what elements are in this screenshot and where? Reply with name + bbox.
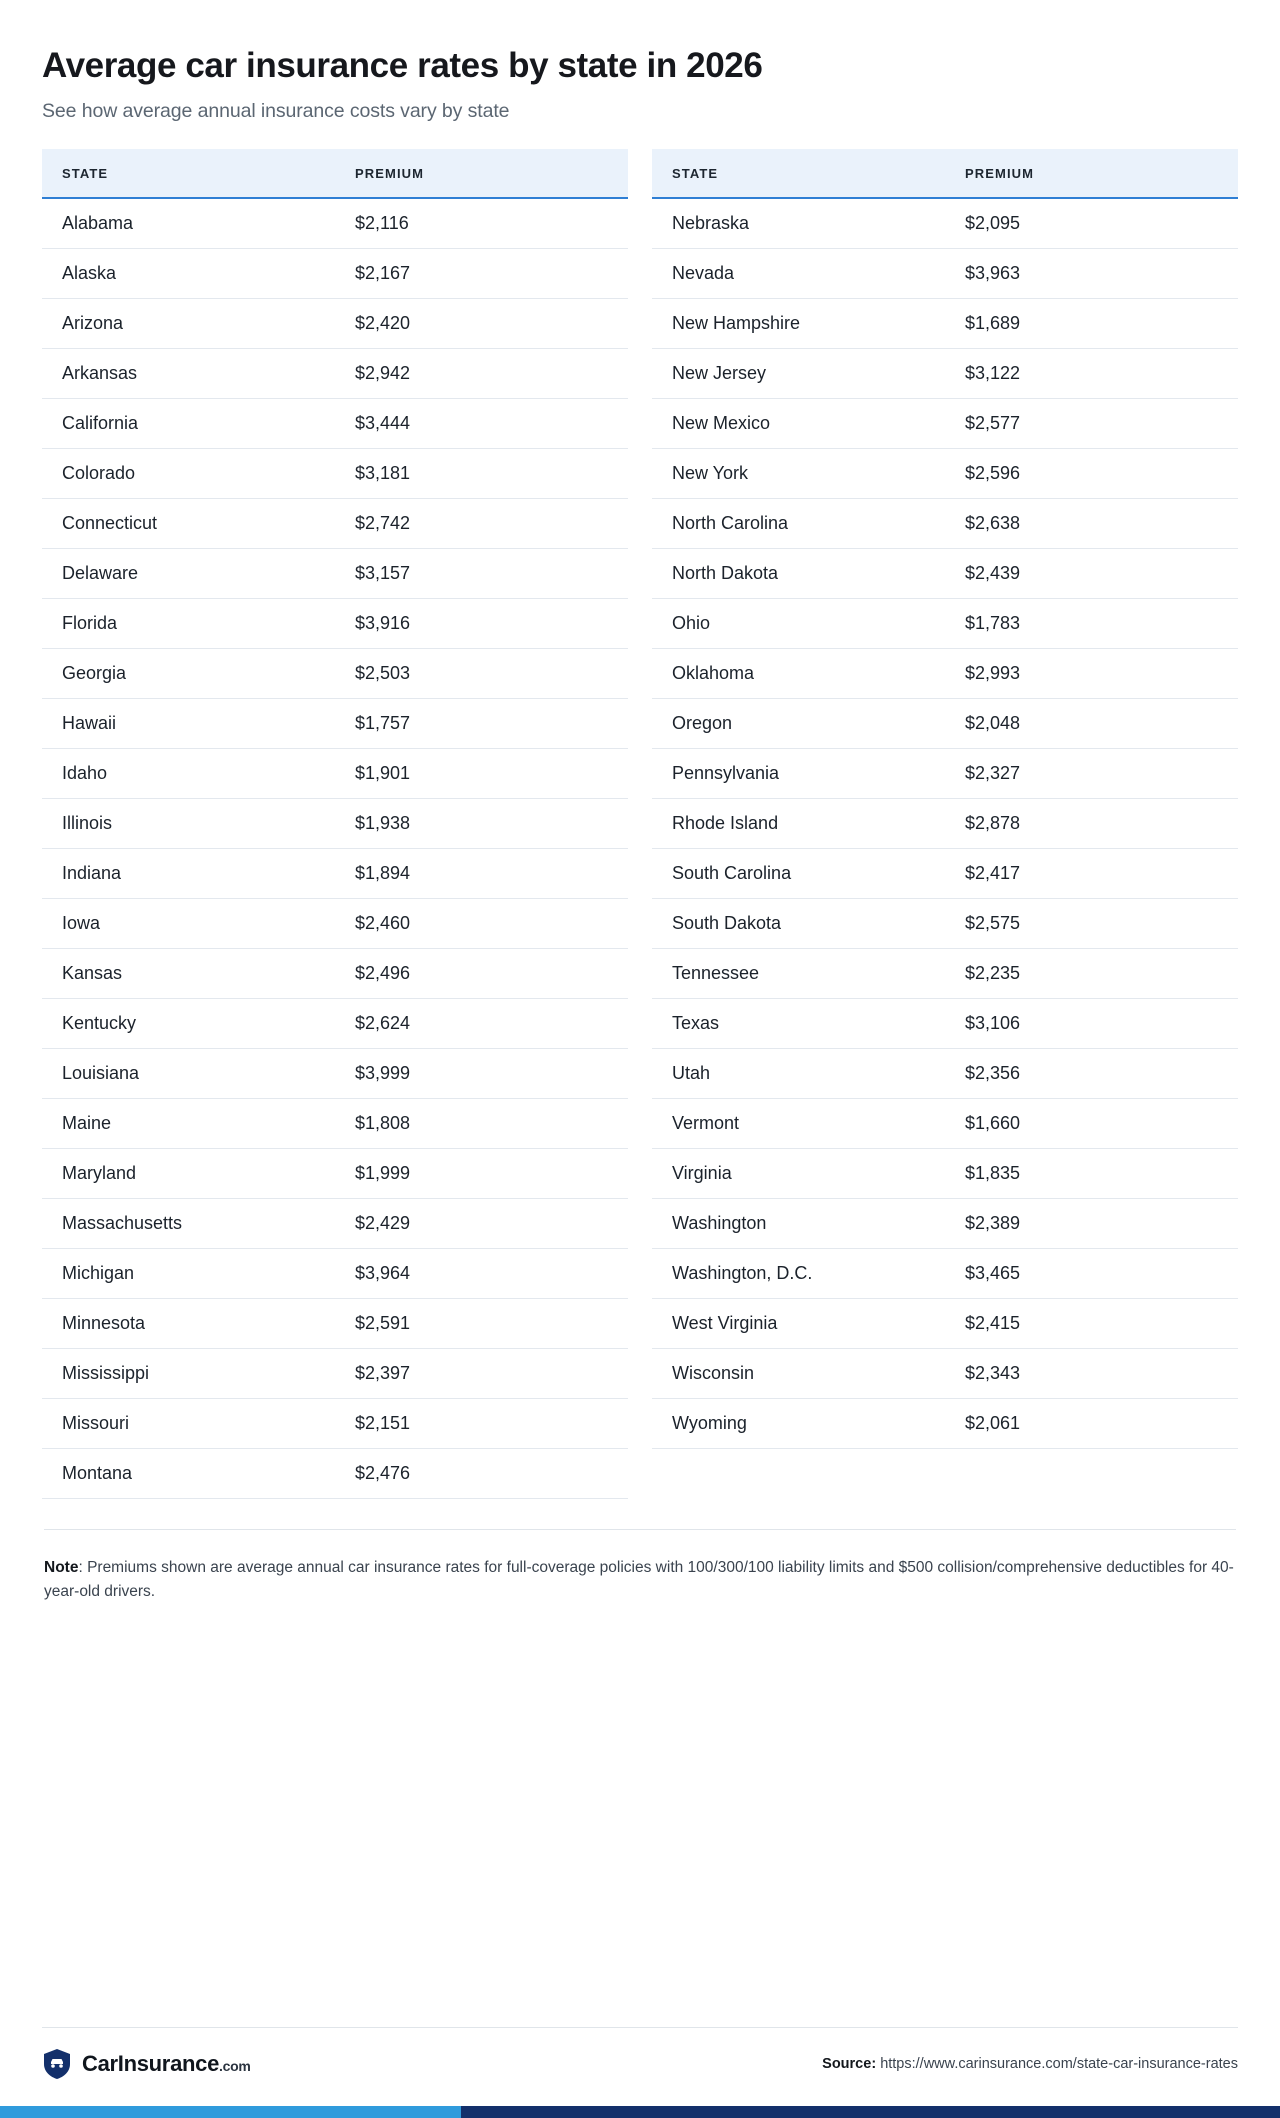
table-head-right — [652, 149, 1238, 198]
page-title: Average car insurance rates by state in 2026 — [42, 46, 763, 85]
table-body-left — [42, 198, 628, 1499]
table-row — [42, 299, 628, 349]
table-row — [42, 549, 628, 599]
premium-value-cell: $2,742 — [335, 499, 628, 549]
premium-value-cell: $1,757 — [335, 699, 628, 749]
premium-value-cell: $3,465 — [945, 1249, 1238, 1299]
state-name-cell: North Dakota — [652, 549, 945, 599]
column-header-state: STATE — [652, 149, 945, 198]
table-body-right — [652, 198, 1238, 1449]
premium-value-cell: $2,356 — [945, 1049, 1238, 1099]
premium-value-cell: $2,167 — [335, 249, 628, 299]
state-name-cell: Virginia — [652, 1149, 945, 1199]
state-name-cell: New Mexico — [652, 399, 945, 449]
table-row — [652, 299, 1238, 349]
premium-value-cell: $2,397 — [335, 1349, 628, 1399]
premium-value-cell: $3,964 — [335, 1249, 628, 1299]
table-row — [42, 1299, 628, 1349]
premium-value-cell: $2,116 — [335, 198, 628, 249]
premium-value-cell: $3,999 — [335, 1049, 628, 1099]
state-name-cell: Washington — [652, 1199, 945, 1249]
left-table-column — [42, 149, 628, 1499]
column-header-premium: PREMIUM — [945, 149, 1238, 198]
premium-value-cell: $2,575 — [945, 899, 1238, 949]
table-row — [652, 249, 1238, 299]
brand-name-suffix: .com — [219, 2058, 251, 2074]
source-line — [822, 2056, 1238, 2072]
table-row — [42, 249, 628, 299]
state-name-cell: Mississippi — [42, 1349, 335, 1399]
premium-value-cell: $2,503 — [335, 649, 628, 699]
premium-value-cell: $2,327 — [945, 749, 1238, 799]
table-row — [42, 699, 628, 749]
brand-name-main: CarInsurance — [82, 2051, 220, 2076]
source-label: Source: — [822, 2056, 877, 2072]
state-name-cell: Delaware — [42, 549, 335, 599]
premium-value-cell: $2,343 — [945, 1349, 1238, 1399]
table-row — [42, 1049, 628, 1099]
premium-value-cell: $2,429 — [335, 1199, 628, 1249]
premium-value-cell: $2,415 — [945, 1299, 1238, 1349]
bottom-accent-bar — [0, 2106, 1280, 2118]
note-label: Note — [44, 1559, 79, 1577]
table-row — [652, 999, 1238, 1049]
bottom-bar-left — [0, 2106, 461, 2118]
table-row — [42, 599, 628, 649]
state-name-cell: Texas — [652, 999, 945, 1049]
state-name-cell: Wyoming — [652, 1399, 945, 1449]
premium-value-cell: $1,835 — [945, 1149, 1238, 1199]
table-row — [42, 1099, 628, 1149]
table-row — [652, 1299, 1238, 1349]
premium-value-cell: $2,993 — [945, 649, 1238, 699]
table-row — [42, 499, 628, 549]
state-name-cell: Maine — [42, 1099, 335, 1149]
premium-value-cell: $2,596 — [945, 449, 1238, 499]
tables-container — [42, 149, 1238, 1499]
table-row — [652, 749, 1238, 799]
footer — [42, 2027, 1238, 2106]
table-row — [42, 999, 628, 1049]
premium-value-cell: $2,389 — [945, 1199, 1238, 1249]
table-row — [42, 349, 628, 399]
state-name-cell: Minnesota — [42, 1299, 335, 1349]
state-name-cell: Maryland — [42, 1149, 335, 1199]
premium-value-cell: $2,048 — [945, 699, 1238, 749]
table-row — [42, 899, 628, 949]
premium-value-cell: $1,894 — [335, 849, 628, 899]
table-row — [42, 198, 628, 249]
state-name-cell: Michigan — [42, 1249, 335, 1299]
bottom-bar-right — [461, 2106, 1280, 2118]
table-row — [42, 399, 628, 449]
table-row — [42, 749, 628, 799]
table-row — [652, 549, 1238, 599]
state-name-cell: Nevada — [652, 249, 945, 299]
state-name-cell: Arizona — [42, 299, 335, 349]
state-name-cell: Utah — [652, 1049, 945, 1099]
state-name-cell: Montana — [42, 1449, 335, 1499]
table-row — [42, 1399, 628, 1449]
premium-value-cell: $2,439 — [945, 549, 1238, 599]
table-row — [652, 1199, 1238, 1249]
premium-value-cell: $2,476 — [335, 1449, 628, 1499]
table-row — [652, 849, 1238, 899]
state-name-cell: Florida — [42, 599, 335, 649]
table-row — [42, 1249, 628, 1299]
table-row — [652, 1399, 1238, 1449]
state-name-cell: South Dakota — [652, 899, 945, 949]
state-name-cell: Pennsylvania — [652, 749, 945, 799]
premium-value-cell: $2,061 — [945, 1399, 1238, 1449]
premium-value-cell: $2,095 — [945, 198, 1238, 249]
state-name-cell: California — [42, 399, 335, 449]
premium-value-cell: $2,591 — [335, 1299, 628, 1349]
rates-table-left — [42, 149, 628, 1499]
premium-value-cell: $2,460 — [335, 899, 628, 949]
table-row — [652, 198, 1238, 249]
table-row — [652, 1249, 1238, 1299]
table-row — [42, 949, 628, 999]
state-name-cell: Vermont — [652, 1099, 945, 1149]
state-name-cell: Colorado — [42, 449, 335, 499]
state-name-cell: Louisiana — [42, 1049, 335, 1099]
premium-value-cell: $1,660 — [945, 1099, 1238, 1149]
premium-value-cell: $2,638 — [945, 499, 1238, 549]
state-name-cell: Kentucky — [42, 999, 335, 1049]
table-row — [652, 899, 1238, 949]
state-name-cell: Hawaii — [42, 699, 335, 749]
table-row — [42, 799, 628, 849]
state-name-cell: Ohio — [652, 599, 945, 649]
premium-value-cell: $1,999 — [335, 1149, 628, 1199]
state-name-cell: South Carolina — [652, 849, 945, 899]
state-name-cell: North Carolina — [652, 499, 945, 549]
premium-value-cell: $1,808 — [335, 1099, 628, 1149]
table-row — [652, 1099, 1238, 1149]
table-row — [42, 849, 628, 899]
state-name-cell: Kansas — [42, 949, 335, 999]
state-name-cell: Indiana — [42, 849, 335, 899]
shield-icon — [42, 2048, 72, 2080]
state-name-cell: Massachusetts — [42, 1199, 335, 1249]
premium-value-cell: $3,106 — [945, 999, 1238, 1049]
table-row — [652, 949, 1238, 999]
premium-value-cell: $2,577 — [945, 399, 1238, 449]
state-name-cell: West Virginia — [652, 1299, 945, 1349]
premium-value-cell: $3,122 — [945, 349, 1238, 399]
premium-value-cell: $3,444 — [335, 399, 628, 449]
table-header-row — [42, 149, 628, 198]
table-row — [652, 1049, 1238, 1099]
state-name-cell: Rhode Island — [652, 799, 945, 849]
table-header-row — [652, 149, 1238, 198]
premium-value-cell: $1,901 — [335, 749, 628, 799]
premium-value-cell: $2,878 — [945, 799, 1238, 849]
premium-value-cell: $2,624 — [335, 999, 628, 1049]
state-name-cell: Wisconsin — [652, 1349, 945, 1399]
table-row — [652, 649, 1238, 699]
page-subtitle: See how average annual insurance costs vary by state — [42, 100, 510, 123]
state-name-cell: Georgia — [42, 649, 335, 699]
table-row — [652, 1149, 1238, 1199]
premium-value-cell: $2,496 — [335, 949, 628, 999]
state-name-cell: New Hampshire — [652, 299, 945, 349]
premium-value-cell: $1,689 — [945, 299, 1238, 349]
note-body: : Premiums shown are average annual car insurance rates for full-coverage policies with 100/300/100 liability limits and $500 collision/comprehensive deductibles for 40-year-old drivers. — [44, 1559, 1234, 1601]
state-name-cell: New York — [652, 449, 945, 499]
state-name-cell: Illinois — [42, 799, 335, 849]
right-table-column — [652, 149, 1238, 1449]
premium-value-cell: $2,420 — [335, 299, 628, 349]
table-row — [652, 599, 1238, 649]
state-name-cell: Alabama — [42, 198, 335, 249]
state-name-cell: Tennessee — [652, 949, 945, 999]
state-name-cell: Nebraska — [652, 198, 945, 249]
premium-value-cell: $1,783 — [945, 599, 1238, 649]
table-row — [42, 1149, 628, 1199]
brand-name — [82, 2051, 251, 2077]
note-text — [44, 1529, 1236, 1604]
premium-value-cell: $3,916 — [335, 599, 628, 649]
state-name-cell: Arkansas — [42, 349, 335, 399]
column-header-premium: PREMIUM — [335, 149, 628, 198]
column-header-state: STATE — [42, 149, 335, 198]
brand-logo — [42, 2048, 251, 2080]
table-row — [652, 799, 1238, 849]
premium-value-cell: $3,181 — [335, 449, 628, 499]
rates-table-right — [652, 149, 1238, 1449]
table-row — [652, 499, 1238, 549]
state-name-cell: Missouri — [42, 1399, 335, 1449]
table-head-left — [42, 149, 628, 198]
table-row — [652, 349, 1238, 399]
source-url: https://www.carinsurance.com/state-car-insurance-rates — [880, 2056, 1238, 2072]
state-name-cell: New Jersey — [652, 349, 945, 399]
state-name-cell: Washington, D.C. — [652, 1249, 945, 1299]
table-row — [42, 1449, 628, 1499]
premium-value-cell: $3,963 — [945, 249, 1238, 299]
table-row — [652, 449, 1238, 499]
table-row — [652, 399, 1238, 449]
premium-value-cell: $2,942 — [335, 349, 628, 399]
table-row — [42, 649, 628, 699]
state-name-cell: Connecticut — [42, 499, 335, 549]
state-name-cell: Alaska — [42, 249, 335, 299]
state-name-cell: Iowa — [42, 899, 335, 949]
state-name-cell: Oregon — [652, 699, 945, 749]
premium-value-cell: $2,235 — [945, 949, 1238, 999]
table-row — [42, 1349, 628, 1399]
premium-value-cell: $1,938 — [335, 799, 628, 849]
table-row — [42, 449, 628, 499]
premium-value-cell: $2,151 — [335, 1399, 628, 1449]
state-name-cell: Oklahoma — [652, 649, 945, 699]
table-row — [42, 1199, 628, 1249]
table-row — [652, 699, 1238, 749]
state-name-cell: Idaho — [42, 749, 335, 799]
premium-value-cell: $3,157 — [335, 549, 628, 599]
premium-value-cell: $2,417 — [945, 849, 1238, 899]
table-row — [652, 1349, 1238, 1399]
